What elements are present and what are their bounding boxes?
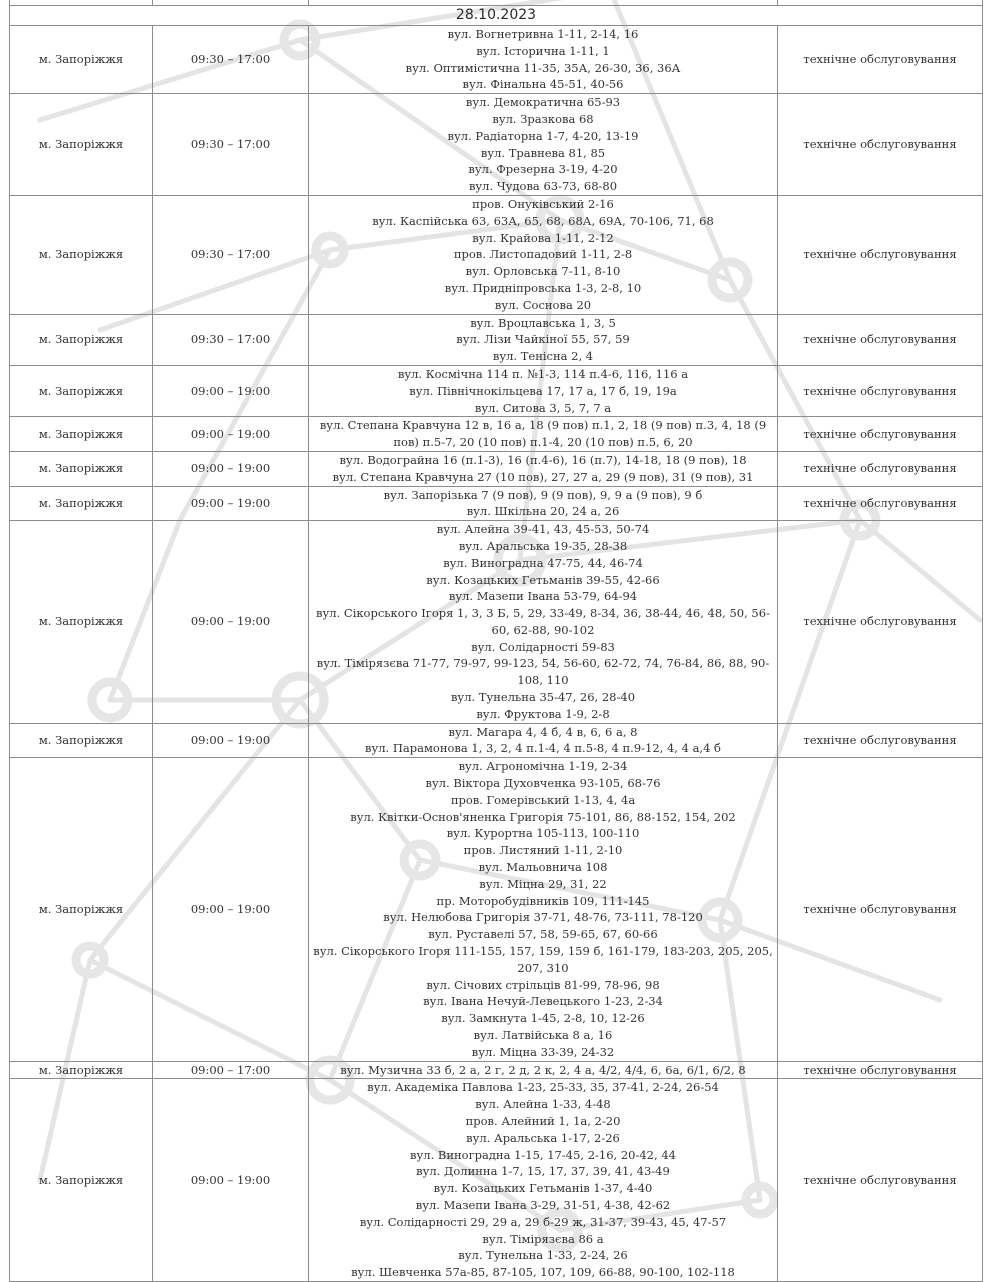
street-line: вул. Зразкова 68 — [492, 111, 594, 126]
street-line: вул. Івана Нечуй-Левецького 1-23, 2-34 — [423, 994, 663, 1009]
city-cell: м. Запоріжжя — [10, 451, 153, 486]
street-line: вул. Магара 4, 4 б, 4 в, 6, 6 а, 8 — [448, 724, 638, 739]
time-cell: 09:00 – 17:00 — [153, 1061, 309, 1079]
street-line: вул. Чудова 63-73, 68-80 — [468, 179, 618, 194]
city-cell: м. Запоріжжя — [10, 195, 153, 314]
street-line: вул. Фінальна 45-51, 40-56 — [462, 77, 624, 92]
street-line: пров. Листопадовий 1-11, 2-8 — [453, 247, 633, 262]
street-line: вул. Тунельна 35-47, 26, 28-40 — [450, 690, 636, 705]
streets-cell — [309, 195, 778, 314]
street-line: вул. Тенісна 2, 4 — [492, 349, 594, 364]
street-line: вул. Тунельна 1-33, 2-24, 26 — [458, 1248, 628, 1263]
work-type-cell: технічне обслуговування — [778, 723, 983, 758]
schedule-row — [10, 451, 983, 486]
time-cell: 09:00 – 19:00 — [153, 1079, 309, 1282]
street-line: вул. Крайова 1-11, 2-12 — [472, 230, 614, 245]
street-line: вул. Міцна 33-39, 24-32 — [471, 1044, 615, 1059]
streets-cell — [309, 365, 778, 416]
city-cell: м. Запоріжжя — [10, 365, 153, 416]
streets-cell — [309, 94, 778, 196]
street-line: вул. Лізи Чайкіної 55, 57, 59 — [456, 332, 630, 347]
street-line: вул. Міцна 29, 31, 22 — [479, 876, 607, 891]
city-cell: м. Запоріжжя — [10, 521, 153, 724]
street-line: вул. Долинна 1-7, 15, 17, 37, 39, 41, 43-49 — [416, 1164, 670, 1179]
street-line: вул. Козацьких Гетьманів 1-37, 4-40 — [433, 1181, 653, 1196]
city-cell: м. Запоріжжя — [10, 417, 153, 452]
schedule-row — [10, 417, 983, 452]
schedule-row — [10, 486, 983, 521]
streets-cell — [309, 1079, 778, 1282]
street-line: вул. Степана Кравчуна 12 в, 16 а, 18 (9 пов) п.1, 2, 18 (9 пов) п.3, 4, 18 (9 пов) п.5-7, 20 (10 пов) п.1-4, 20 (10 пов) п.5, 6, 20 — [319, 418, 767, 450]
street-line: вул. Каспійська 63, 63А, 65, 68, 68А, 69А, 70-106, 71, 68 — [372, 213, 714, 228]
work-type-cell: технічне обслуговування — [778, 1061, 983, 1079]
time-cell: 09:00 – 19:00 — [153, 365, 309, 416]
street-line: вул. Козацьких Гетьманів 39-55, 42-66 — [426, 572, 660, 587]
street-line: вул. Фруктова 1-9, 2-8 — [476, 706, 610, 721]
street-line: вул. Демократична 65-93 — [465, 95, 621, 110]
street-line: вул. Соснова 20 — [494, 297, 592, 312]
street-line: пр. Моторобудівників 109, 111-145 — [436, 893, 650, 908]
time-cell: 09:30 – 17:00 — [153, 314, 309, 365]
work-type-cell: технічне обслуговування — [778, 94, 983, 196]
street-line: вул. Солідарності 59-83 — [471, 639, 615, 654]
streets-cell — [309, 417, 778, 452]
schedule-row — [10, 314, 983, 365]
work-type-cell: технічне обслуговування — [778, 365, 983, 416]
work-type-cell: технічне обслуговування — [778, 451, 983, 486]
street-line: вул. Космічна 114 п. №1-3, 114 п.4-6, 116, 116 а — [397, 366, 689, 381]
streets-cell — [309, 314, 778, 365]
streets-cell — [309, 758, 778, 1061]
street-line: вул. Солідарності 29, 29 а, 29 б-29 ж, 31-37, 39-43, 45, 47-57 — [359, 1214, 727, 1229]
street-line: вул. Алейна 1-33, 4-48 — [475, 1097, 611, 1112]
street-line: вул. Замкнута 1-45, 2-8, 10, 12-26 — [441, 1011, 645, 1026]
schedule-row — [10, 758, 983, 1061]
street-line: вул. Академіка Павлова 1-23, 25-33, 35, 37-41, 2-24, 26-54 — [367, 1080, 719, 1095]
time-cell: 09:00 – 19:00 — [153, 758, 309, 1061]
streets-cell — [309, 26, 778, 94]
street-line: вул. Віктора Духовченка 93-105, 68-76 — [425, 776, 661, 791]
street-line: вул. Травнева 81, 85 — [480, 145, 606, 160]
schedule-row — [10, 195, 983, 314]
street-line: вул. Шкільна 20, 24 а, 26 — [466, 504, 620, 519]
work-type-cell: технічне обслуговування — [778, 486, 983, 521]
street-line: вул. Латвійська 8 а, 16 — [473, 1028, 613, 1043]
street-line: пров. Гомерівський 1-13, 4, 4а — [450, 792, 636, 807]
street-line: вул. Курортна 105-113, 100-110 — [446, 826, 640, 841]
street-line: вул. Запорізька 7 (9 пов), 9 (9 пов), 9, 9 а (9 пов), 9 б — [383, 487, 703, 502]
schedule-row — [10, 521, 983, 724]
schedule-row — [10, 723, 983, 758]
work-type-cell: технічне обслуговування — [778, 195, 983, 314]
date-header-row — [10, 6, 983, 26]
street-line: вул. Парамонова 1, 3, 2, 4 п.1-4, 4 п.5-8, 4 п.9-12, 4, 4 а,4 б — [365, 741, 721, 756]
street-line: пров. Листяний 1-11, 2-10 — [463, 843, 623, 858]
street-line: вул. Мазепи Івана 53-79, 64-94 — [448, 589, 638, 604]
streets-cell — [309, 1061, 778, 1079]
street-line: вул. Мальовнича 108 — [478, 860, 608, 875]
street-line: вул. Нелюбова Григорія 37-71, 48-76, 73-111, 78-120 — [383, 910, 703, 925]
street-line: пров. Алейний 1, 1а, 2-20 — [465, 1114, 621, 1128]
city-cell: м. Запоріжжя — [10, 26, 153, 94]
work-type-cell: технічне обслуговування — [778, 26, 983, 94]
streets-cell — [309, 486, 778, 521]
city-cell: м. Запоріжжя — [10, 1061, 153, 1079]
street-line: вул. Січових стрільців 81-99, 78-96, 98 — [426, 977, 660, 992]
time-cell: 09:00 – 19:00 — [153, 451, 309, 486]
streets-cell — [309, 723, 778, 758]
date-header: 28.10.2023 — [10, 6, 983, 26]
street-line: вул. Ситова 3, 5, 7, 7 а — [474, 400, 612, 415]
street-line: вул. Шевченка 57а-85, 87-105, 107, 109, 66-88, 90-100, 102-118 — [351, 1265, 735, 1280]
work-type-cell: технічне обслуговування — [778, 1079, 983, 1282]
schedule-row — [10, 94, 983, 196]
street-line: вул. Вроцлавська 1, 3, 5 — [470, 315, 616, 330]
city-cell: м. Запоріжжя — [10, 94, 153, 196]
street-line: вул. Північнокільцева 17, 17 а, 17 б, 19, 19а — [409, 383, 677, 398]
street-line: вул. Оптимістична 11-35, 35А, 26-30, 36, 36А — [405, 60, 681, 75]
schedule-table-container — [9, 0, 982, 1282]
street-line: вул. Мазепи Івана 3-29, 31-51, 4-38, 42-62 — [415, 1197, 671, 1212]
time-cell: 09:30 – 17:00 — [153, 195, 309, 314]
street-line: вул. Виноградна 47-75, 44, 46-74 — [443, 555, 643, 570]
street-line: вул. Аральська 1-17, 2-26 — [466, 1130, 620, 1145]
street-line: вул. Квітки-Основ'яненка Григорія 75-101, 86, 88-152, 154, 202 — [350, 809, 736, 824]
street-line: вул. Тімірязєва 71-77, 79-97, 99-123, 54, 56-60, 62-72, 74, 76-84, 86, 88, 90-108, 110 — [316, 656, 770, 688]
street-line: вул. Фрезерна 3-19, 4-20 — [468, 162, 618, 177]
street-line: вул. Виноградна 1-15, 17-45, 2-16, 20-42, 44 — [410, 1147, 676, 1162]
schedule-row — [10, 26, 983, 94]
street-line: вул. Сікорського Ігоря 1, 3, 3 Б, 5, 29, 33-49, 8-34, 36, 38-44, 46, 48, 50, 56-60, 62-88, 90-102 — [316, 606, 770, 637]
time-cell: 09:00 – 19:00 — [153, 417, 309, 452]
time-cell: 09:00 – 19:00 — [153, 723, 309, 758]
street-line: вул. Агрономічна 1-19, 2-34 — [458, 759, 628, 774]
street-line: вул. Водограйна 16 (п.1-3), 16 (п.4-6), 16 (п.7), 14-18, 18 (9 пов), 18 — [339, 452, 747, 467]
street-line: вул. Руставелі 57, 58, 59-65, 67, 60-66 — [428, 927, 658, 942]
time-cell: 09:00 – 19:00 — [153, 486, 309, 521]
work-type-cell: технічне обслуговування — [778, 417, 983, 452]
streets-cell — [309, 521, 778, 724]
street-line: вул. Вогнетривна 1-11, 2-14, 16 — [447, 27, 639, 41]
city-cell: м. Запоріжжя — [10, 486, 153, 521]
work-type-cell: технічне обслуговування — [778, 314, 983, 365]
street-line: вул. Сікорського Ігоря 111-155, 157, 159, 159 б, 161-179, 183-203, 205, 205, 207, 310 — [313, 944, 773, 975]
work-type-cell: технічне обслуговування — [778, 521, 983, 724]
schedule-row — [10, 1061, 983, 1079]
time-cell: 09:30 – 17:00 — [153, 94, 309, 196]
street-line: вул. Придніпровська 1-3, 2-8, 10 — [444, 280, 642, 295]
street-line: вул. Радіаторна 1-7, 4-20, 13-19 — [447, 128, 639, 143]
city-cell: м. Запоріжжя — [10, 1079, 153, 1282]
streets-cell — [309, 451, 778, 486]
time-cell: 09:00 – 19:00 — [153, 521, 309, 724]
street-line: вул. Музична 33 б, 2 а, 2 г, 2 д, 2 к, 2, 4 а, 4/2, 4/4, 6, 6а, 6/1, 6/2, 8 — [340, 1062, 746, 1077]
time-cell: 09:30 – 17:00 — [153, 26, 309, 94]
schedule-row — [10, 1079, 983, 1282]
street-line: вул. Орловська 7-11, 8-10 — [465, 264, 621, 279]
street-line: вул. Степана Кравчуна 27 (10 пов), 27, 27 а, 29 (9 пов), 31 (9 пов), 31 — [332, 469, 754, 484]
work-type-cell: технічне обслуговування — [778, 758, 983, 1061]
schedule-row — [10, 365, 983, 416]
city-cell: м. Запоріжжя — [10, 723, 153, 758]
street-line: вул. Алейна 39-41, 43, 45-53, 50-74 — [436, 522, 650, 537]
outage-schedule-table — [9, 0, 983, 1282]
street-line: вул. Тімірязєва 86 а — [482, 1231, 604, 1246]
city-cell: м. Запоріжжя — [10, 314, 153, 365]
street-line: вул. Історична 1-11, 1 — [476, 43, 610, 58]
street-line: вул. Аральська 19-35, 28-38 — [458, 538, 628, 553]
city-cell: м. Запоріжжя — [10, 758, 153, 1061]
street-line: пров. Онуківський 2-16 — [472, 196, 614, 211]
